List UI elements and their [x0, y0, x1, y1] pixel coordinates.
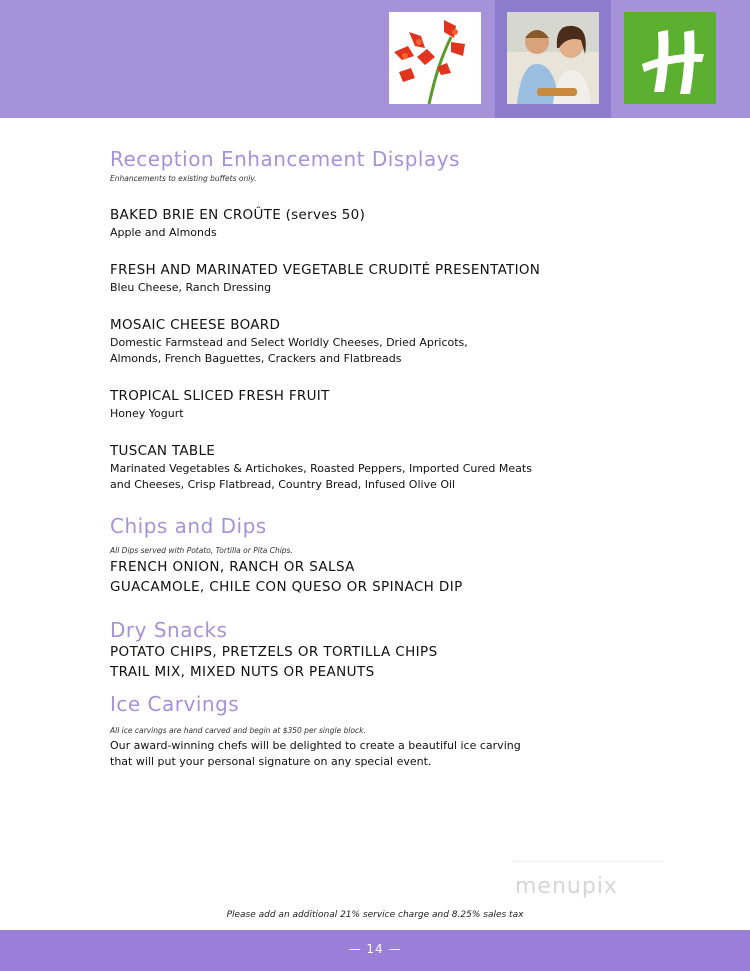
item-desc-tuscan-table-line2: and Cheeses, Crisp Flatbread, Country Bread, Infused Olive Oil	[110, 478, 456, 491]
item-title-tuscan-table: TUSCAN TABLE	[110, 443, 216, 459]
item-desc-tuscan-table-line1: Marinated Vegetables & Artichokes, Roasted Peppers, Imported Cured Meats	[110, 462, 532, 475]
snacks-section-title: Dry Snacks	[110, 618, 228, 642]
item-title-brie: BAKED BRIE EN CROÛTE (serves 50)	[110, 207, 366, 223]
flower-photo	[389, 12, 481, 104]
item-title-crudite: FRESH AND MARINATED VEGETABLE CRUDITÉ PRESENTATION	[110, 262, 541, 278]
reception-section-title: Reception Enhancement Displays	[110, 147, 460, 171]
chips-line-1: FRENCH ONION, RANCH OR SALSA	[110, 559, 355, 575]
footer-tax-note: Please add an additional 21% service charge and 8.25% sales tax	[226, 910, 524, 920]
snacks-line-2: TRAIL MIX, MIXED NUTS OR PEANUTS	[110, 664, 375, 680]
chips-note: All Dips served with Potato, Tortilla or Pita Chips.	[110, 546, 293, 555]
chips-line-2: GUACAMOLE, CHILE CON QUESO OR SPINACH DIP	[110, 579, 463, 595]
ice-desc-line1: Our award-winning chefs will be delighted to create a beautiful ice carving	[110, 739, 521, 752]
snacks-line-1: POTATO CHIPS, PRETZELS OR TORTILLA CHIPS	[110, 644, 438, 660]
item-desc-cheese-board-line1: Domestic Farmstead and Select Worldly Cheeses, Dried Apricots,	[110, 336, 468, 349]
menupix-watermark: menupix	[515, 874, 618, 899]
couple-photo	[507, 12, 599, 104]
item-title-tropical-fruit: TROPICAL SLICED FRESH FRUIT	[110, 388, 330, 404]
item-title-cheese-board: MOSAIC CHEESE BOARD	[110, 317, 281, 333]
item-desc-brie: Apple and Almonds	[110, 226, 217, 239]
hotel-logo	[624, 12, 716, 104]
item-desc-crudite: Bleu Cheese, Ranch Dressing	[110, 281, 272, 294]
chips-section-title: Chips and Dips	[110, 514, 267, 538]
reception-note: Enhancements to existing buffets only.	[110, 174, 257, 183]
item-desc-cheese-board-line2: Almonds, French Baguettes, Crackers and Flatbreads	[110, 352, 402, 365]
ice-section-title: Ice Carvings	[110, 692, 240, 716]
ice-desc-line2: that will put your personal signature on any special event.	[110, 755, 432, 768]
ice-note: All ice carvings are hand carved and begin at $350 per single block.	[110, 726, 366, 735]
item-desc-tropical-fruit: Honey Yogurt	[110, 407, 184, 420]
page-number: — 14 —	[348, 942, 402, 956]
watermark-divider	[512, 861, 664, 863]
